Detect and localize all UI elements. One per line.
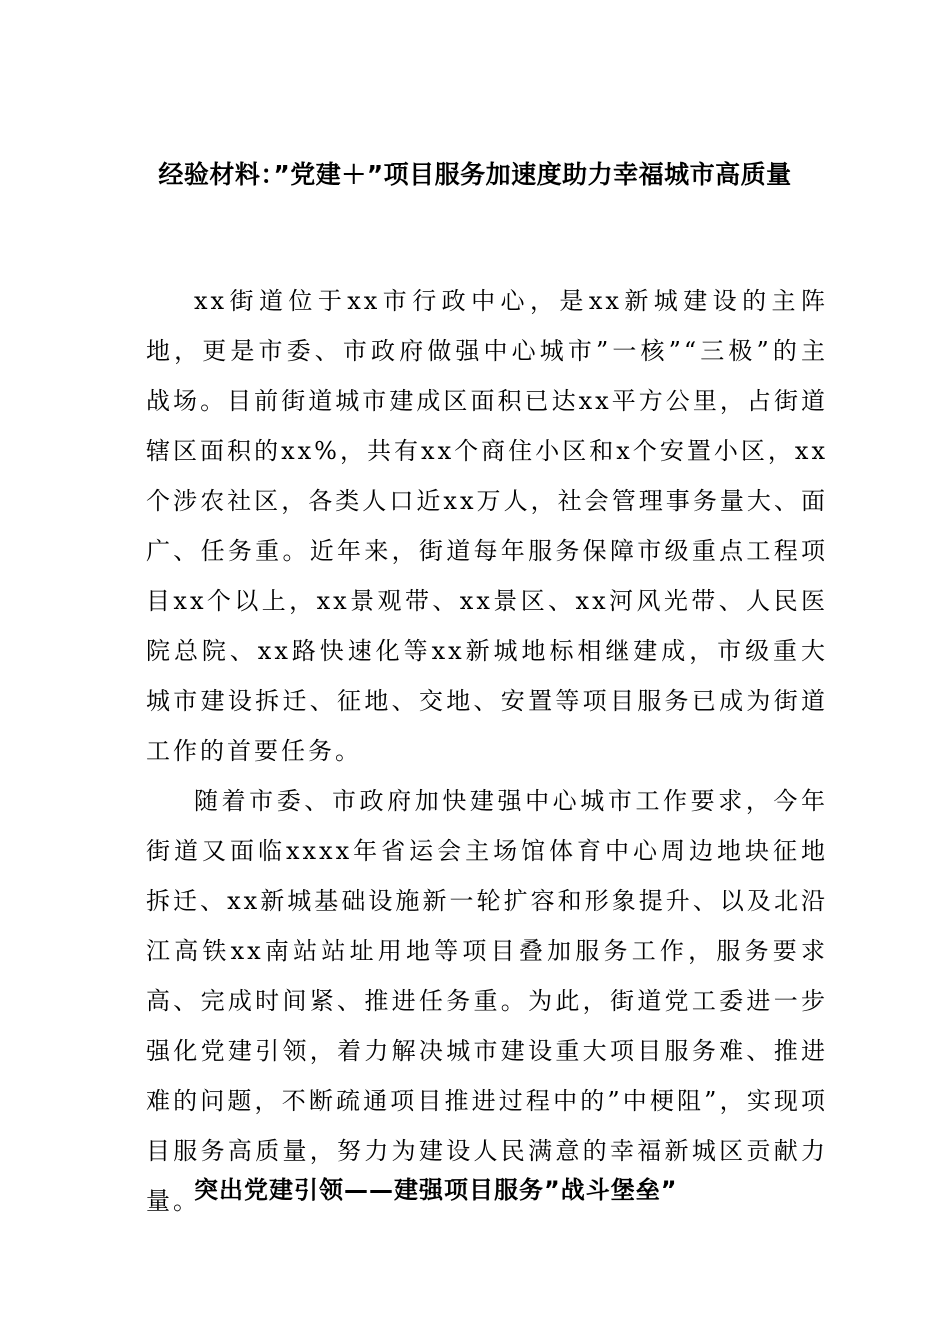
body-paragraph-1: xx街道位于xx市行政中心，是xx新城建设的主阵地，更是市委、市政府做强中心城市”一核”“三极”的主战场。目前街道城市建成区面积已达xx平方公里，占街道辖区面积的xx%，共有xx个商住小区和x个安置小区，xx个涉农社区，各类人口近xx万人，社会管理事务量大、面广、任务重。近年来，街道每年服务保障市级重点工程项目xx个以上，xx景观带、xx景区、xx河风光带、人民医院总院、xx路快速化等xx新城地标相继建成，市级重大城市建设拆迁、征地、交地、安置等项目服务已成为街道工作的首要任务。 <box>146 287 828 765</box>
section-heading: 突出党建引领——建强项目服务”战斗堡垒” <box>194 1176 678 1204</box>
document-title: 经验材料：”党建＋”项目服务加速度助力幸福城市高质量 <box>158 160 792 189</box>
body-paragraph-2: 随着市委、市政府加快建强中心城市工作要求，今年街道又面临xxxx年省运会主场馆体育中心周边地块征地拆迁、xx新城基础设施新一轮扩容和形象提升、以及北沿江高铁xx南站站址用地等项目叠加服务工作，服务要求高、完成时间紧、推进任务重。为此，街道党工委进一步强化党建引领，着力解决城市建设重大项目服务难、推进难的问题，不断疏通项目推进过程中的”中梗阻”，实现项目服务高质量，努力为建设人民满意的幸福新城区贡献力量。 <box>146 787 828 1215</box>
